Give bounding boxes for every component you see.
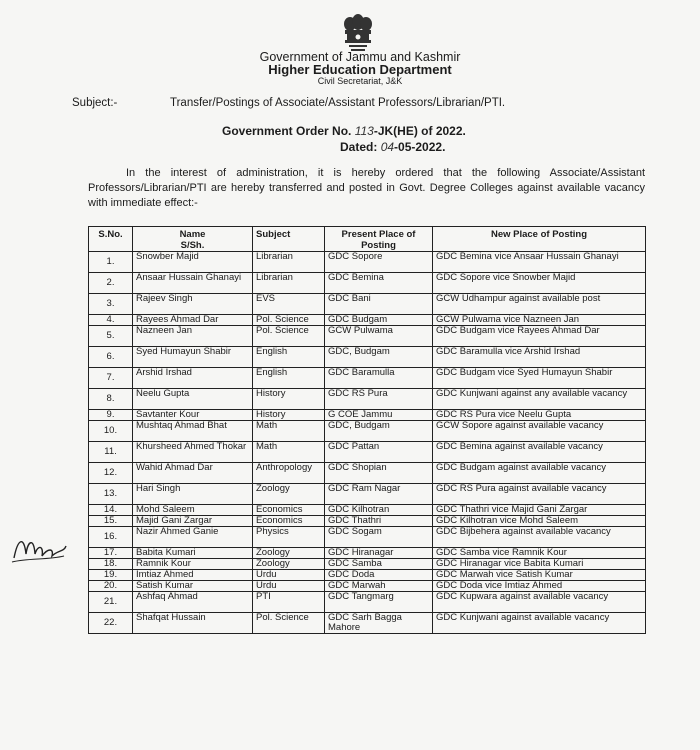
cell-sno: 1.: [89, 252, 133, 273]
cell-sno: 12.: [89, 463, 133, 484]
table-row: [89, 570, 646, 581]
cell-name: Shafqat Hussain: [133, 613, 253, 634]
cell-new: GDC Thathri vice Majid Gani Zargar: [433, 505, 646, 516]
header-new: New Place of Posting: [433, 227, 646, 252]
date-rest: -05-2022.: [394, 140, 446, 154]
cell-name: Syed Humayun Shabir: [133, 347, 253, 368]
transfer-table: [88, 226, 646, 634]
cell-new: GDC RS Pura against available vacancy: [433, 484, 646, 505]
table-row: [89, 463, 646, 484]
table-row: [89, 347, 646, 368]
table-row: [89, 389, 646, 410]
cell-subject: Economics: [253, 516, 325, 527]
subject-label: Subject:-: [72, 97, 118, 109]
cell-subject: Urdu: [253, 570, 325, 581]
cell-present: GDC Doda: [325, 570, 433, 581]
cell-present: GDC Sopore: [325, 252, 433, 273]
cell-sno: 15.: [89, 516, 133, 527]
cell-name: Ashfaq Ahmad: [133, 592, 253, 613]
cell-subject: Math: [253, 421, 325, 442]
order-suffix: -JK(HE) of 2022.: [373, 124, 466, 138]
cell-new: GDC Hiranagar vice Babita Kumari: [433, 559, 646, 570]
cell-new: GDC Kilhotran vice Mohd Saleem: [433, 516, 646, 527]
cell-name: Arshid Irshad: [133, 368, 253, 389]
header-subject: Subject: [253, 227, 325, 252]
cell-present: GDC Bani: [325, 294, 433, 315]
cell-present: GDC Kilhotran: [325, 505, 433, 516]
cell-subject: Zoology: [253, 484, 325, 505]
cell-sno: 4.: [89, 315, 133, 326]
intro-text: In the interest of administration, it is hereby ordered that the following Associate/Assistant Professors/Librarian/PTI are hereby transferred and posted in Govt. Degree Colleges against available vacancy with immediate effect:-: [88, 167, 645, 209]
cell-name: Rajeev Singh: [133, 294, 253, 315]
cell-present: GDC Pattan: [325, 442, 433, 463]
cell-sno: 5.: [89, 326, 133, 347]
cell-present: GDC Bemina: [325, 273, 433, 294]
cell-present: GDC Shopian: [325, 463, 433, 484]
table-row: [89, 252, 646, 273]
subject-text: Transfer/Postings of Associate/Assistant Professors/Librarian/PTI.: [170, 97, 506, 109]
cell-sno: 18.: [89, 559, 133, 570]
cell-present: GDC Sogam: [325, 527, 433, 548]
cell-subject: PTI: [253, 592, 325, 613]
table-row: [89, 613, 646, 634]
cell-new: GDC Baramulla vice Arshid Irshad: [433, 347, 646, 368]
table-row: [89, 442, 646, 463]
cell-present: GCW Pulwama: [325, 326, 433, 347]
table-row: [89, 548, 646, 559]
cell-new: GDC Marwah vice Satish Kumar: [433, 570, 646, 581]
cell-subject: Librarian: [253, 252, 325, 273]
handwritten-signature: [8, 528, 70, 568]
table-row: [89, 516, 646, 527]
order-prefix: Government Order No.: [222, 124, 352, 138]
table-row: [89, 368, 646, 389]
cell-subject: English: [253, 368, 325, 389]
header-name: Name S/Sh.: [133, 227, 253, 252]
cell-sno: 17.: [89, 548, 133, 559]
cell-name: Ramnik Kour: [133, 559, 253, 570]
cell-sno: 22.: [89, 613, 133, 634]
cell-name: Nazir Ahmed Ganie: [133, 527, 253, 548]
table-row: [89, 315, 646, 326]
cell-new: GDC Kunjwani against available vacancy: [433, 613, 646, 634]
cell-sno: 14.: [89, 505, 133, 516]
cell-present: GDC Baramulla: [325, 368, 433, 389]
government-heading: Government of Jammu and Kashmir: [259, 50, 461, 64]
cell-subject: English: [253, 347, 325, 368]
cell-present: GDC Thathri: [325, 516, 433, 527]
cell-new: GDC Budgam vice Syed Humayun Shabir: [433, 368, 646, 389]
cell-name: Imtiaz Ahmed: [133, 570, 253, 581]
dated-label: Dated:: [340, 140, 378, 154]
department-heading: Higher Education Department: [268, 62, 452, 77]
cell-name: Majid Gani Zargar: [133, 516, 253, 527]
cell-present: GDC Hiranagar: [325, 548, 433, 559]
cell-subject: Physics: [253, 527, 325, 548]
cell-sno: 9.: [89, 410, 133, 421]
cell-subject: Math: [253, 442, 325, 463]
cell-new: GDC Sopore vice Snowber Majid: [433, 273, 646, 294]
table-row: [89, 505, 646, 516]
cell-new: GCW Udhampur against available post: [433, 294, 646, 315]
cell-subject: History: [253, 389, 325, 410]
cell-sno: 20.: [89, 581, 133, 592]
table-row: [89, 592, 646, 613]
cell-new: GDC Budgam vice Rayees Ahmad Dar: [433, 326, 646, 347]
cell-name: Hari Singh: [133, 484, 253, 505]
table-row: [89, 581, 646, 592]
cell-sno: 16.: [89, 527, 133, 548]
cell-new: GDC Kunjwani against any available vacancy: [433, 389, 646, 410]
cell-name: Neelu Gupta: [133, 389, 253, 410]
cell-new: GDC Budgam against available vacancy: [433, 463, 646, 484]
table-row: [89, 294, 646, 315]
subject-line: [72, 97, 505, 109]
cell-present: GDC Budgam: [325, 315, 433, 326]
cell-name: Mohd Saleem: [133, 505, 253, 516]
order-intro-paragraph: [88, 166, 645, 211]
cell-sno: 11.: [89, 442, 133, 463]
cell-name: Snowber Majid: [133, 252, 253, 273]
table-header-row: [89, 227, 646, 252]
cell-name: Ansaar Hussain Ghanayi: [133, 273, 253, 294]
cell-subject: EVS: [253, 294, 325, 315]
cell-subject: Pol. Science: [253, 326, 325, 347]
cell-present: GDC RS Pura: [325, 389, 433, 410]
cell-new: GDC Kupwara against available vacancy: [433, 592, 646, 613]
cell-present: GDC Marwah: [325, 581, 433, 592]
cell-new: GDC Doda vice Imtiaz Ahmed: [433, 581, 646, 592]
cell-new: GDC Bemina vice Ansaar Hussain Ghanayi: [433, 252, 646, 273]
order-date-line: [340, 140, 445, 154]
cell-subject: Economics: [253, 505, 325, 516]
cell-sno: 3.: [89, 294, 133, 315]
date-day: 04: [380, 140, 395, 154]
table-row: [89, 410, 646, 421]
cell-sno: 6.: [89, 347, 133, 368]
cell-subject: Zoology: [253, 559, 325, 570]
cell-sno: 19.: [89, 570, 133, 581]
table-row: [89, 273, 646, 294]
cell-name: Nazneen Jan: [133, 326, 253, 347]
cell-subject: Zoology: [253, 548, 325, 559]
cell-new: GCW Sopore against available vacancy: [433, 421, 646, 442]
cell-present: GDC Ram Nagar: [325, 484, 433, 505]
cell-name: Wahid Ahmad Dar: [133, 463, 253, 484]
cell-present: GDC Sarh Bagga Mahore: [325, 613, 433, 634]
cell-new: GCW Pulwama vice Nazneen Jan: [433, 315, 646, 326]
cell-new: GDC Bijbehera against available vacancy: [433, 527, 646, 548]
header-present: Present Place of Posting: [325, 227, 433, 252]
cell-present: GDC, Budgam: [325, 421, 433, 442]
table-row: [89, 326, 646, 347]
cell-new: GDC RS Pura vice Neelu Gupta: [433, 410, 646, 421]
office-heading: Civil Secretariat, J&K: [317, 76, 403, 86]
cell-name: Satish Kumar: [133, 581, 253, 592]
cell-name: Khursheed Ahmed Thokar: [133, 442, 253, 463]
cell-sno: 8.: [89, 389, 133, 410]
cell-sno: 10.: [89, 421, 133, 442]
cell-subject: History: [253, 410, 325, 421]
order-number-line: [222, 124, 466, 138]
table-row: [89, 421, 646, 442]
order-number: 113: [354, 124, 374, 138]
cell-sno: 13.: [89, 484, 133, 505]
table-row: [89, 559, 646, 570]
cell-present: GDC Samba: [325, 559, 433, 570]
cell-new: GDC Bemina against available vacancy: [433, 442, 646, 463]
cell-subject: Pol. Science: [253, 613, 325, 634]
cell-sno: 2.: [89, 273, 133, 294]
cell-subject: Anthropology: [253, 463, 325, 484]
cell-present: G COE Jammu: [325, 410, 433, 421]
cell-present: GDC Tangmarg: [325, 592, 433, 613]
cell-subject: Urdu: [253, 581, 325, 592]
cell-name: Babita Kumari: [133, 548, 253, 559]
cell-sno: 21.: [89, 592, 133, 613]
cell-sno: 7.: [89, 368, 133, 389]
cell-name: Rayees Ahmad Dar: [133, 315, 253, 326]
cell-subject: Librarian: [253, 273, 325, 294]
cell-subject: Pol. Science: [253, 315, 325, 326]
header-sno: S.No.: [89, 227, 133, 252]
table-row: [89, 484, 646, 505]
cell-name: Savtanter Kour: [133, 410, 253, 421]
cell-present: GDC, Budgam: [325, 347, 433, 368]
cell-new: GDC Samba vice Ramnik Kour: [433, 548, 646, 559]
cell-name: Mushtaq Ahmad Bhat: [133, 421, 253, 442]
table-row: [89, 527, 646, 548]
